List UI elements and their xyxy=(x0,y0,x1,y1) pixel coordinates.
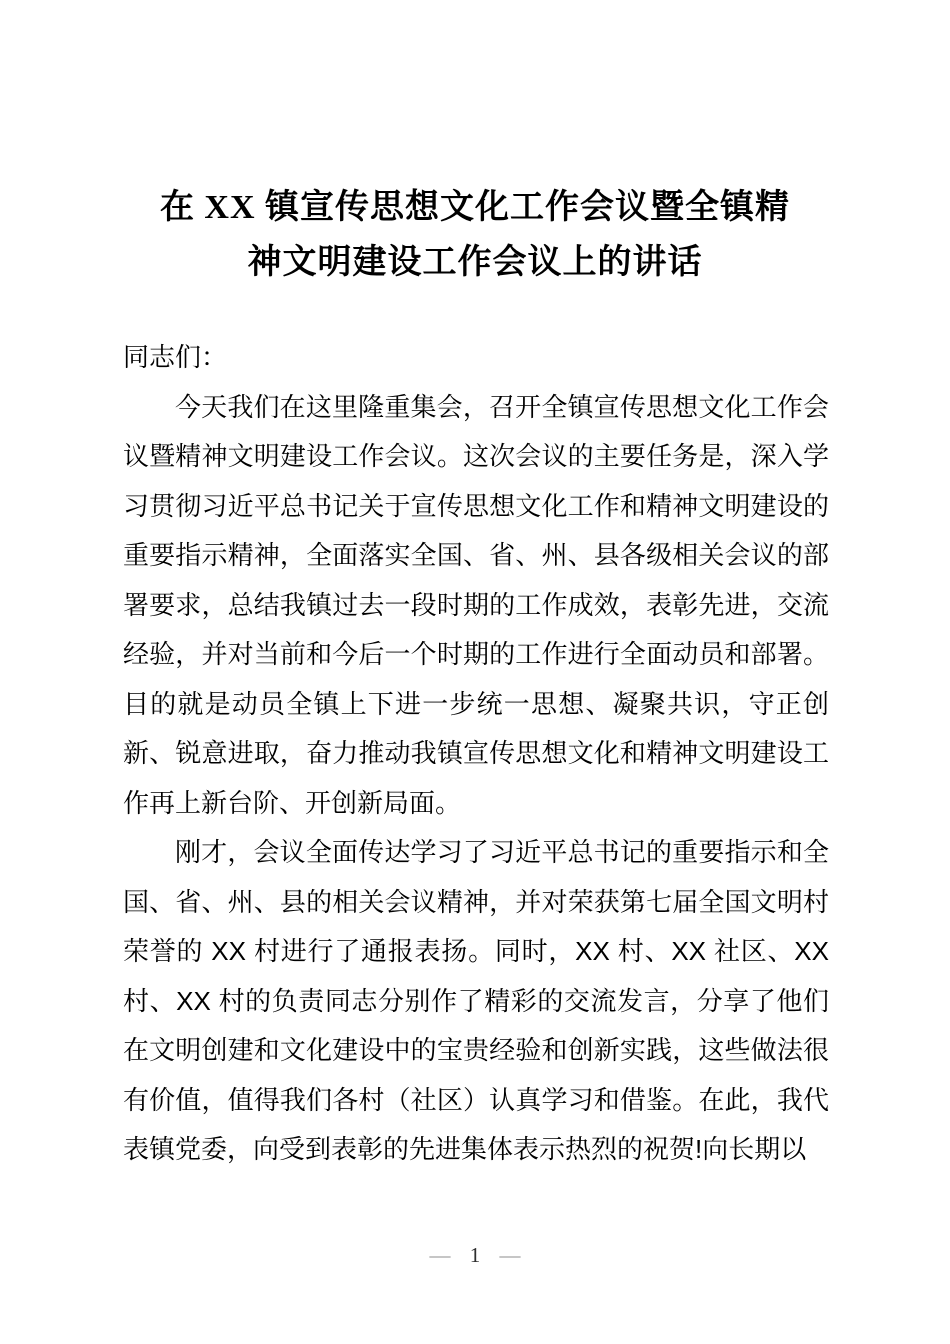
page-footer xyxy=(0,1242,950,1268)
title-line-1: 在 XX 镇宣传思想文化工作会议暨全镇精 xyxy=(159,189,791,226)
document-body xyxy=(123,333,829,1175)
document-title xyxy=(0,180,950,290)
page-number-dash-left: — xyxy=(429,1243,451,1267)
page-number-value: 1 xyxy=(469,1243,481,1267)
paragraph-1: 今天我们在这里隆重集会，召开全镇宣传思想文化工作会议暨精神文明建设工作会议。这次会议的主要任务是，深入学习贯彻习近平总书记关于宣传思想文化工作和精神文明建设的重要指示精神，全面落实全国、省、州、县各级相关会议的部署要求，总结我镇过去一段时期的工作成效，表彰先进，交流经验，并对当前和今后一个时期的工作进行全面动员和部署。目的就是动员全镇上下进一步统一思想、凝聚共识，守正创新、锐意进取，奋力推动我镇宣传思想文化和精神文明建设工作再上新台阶、开创新局面。 xyxy=(123,391,829,818)
salutation: 同志们： xyxy=(123,342,228,372)
page-number-dash-right: — xyxy=(499,1243,521,1267)
title-line-2: 神文明建设工作会议上的讲话 xyxy=(247,244,703,281)
paragraph-2: 刚才，会议全面传达学习了习近平总书记的重要指示和全国、省、州、县的相关会议精神，并对荣获第七届全国文明村荣誉的 XX 村进行了通报表扬。同时，XX 村、XX 社区、XX 村、XX 村的负责同志分别作了精彩的交流发言，分享了他们在文明创建和文化建设中的宝贵经验和创新实践，这些做法很有价值，值得我们各村（社区）认真学习和借鉴。在此，我代表镇党委，向受到表彰的先进集体表示热烈的祝贺!向长期以 xyxy=(123,837,829,1164)
